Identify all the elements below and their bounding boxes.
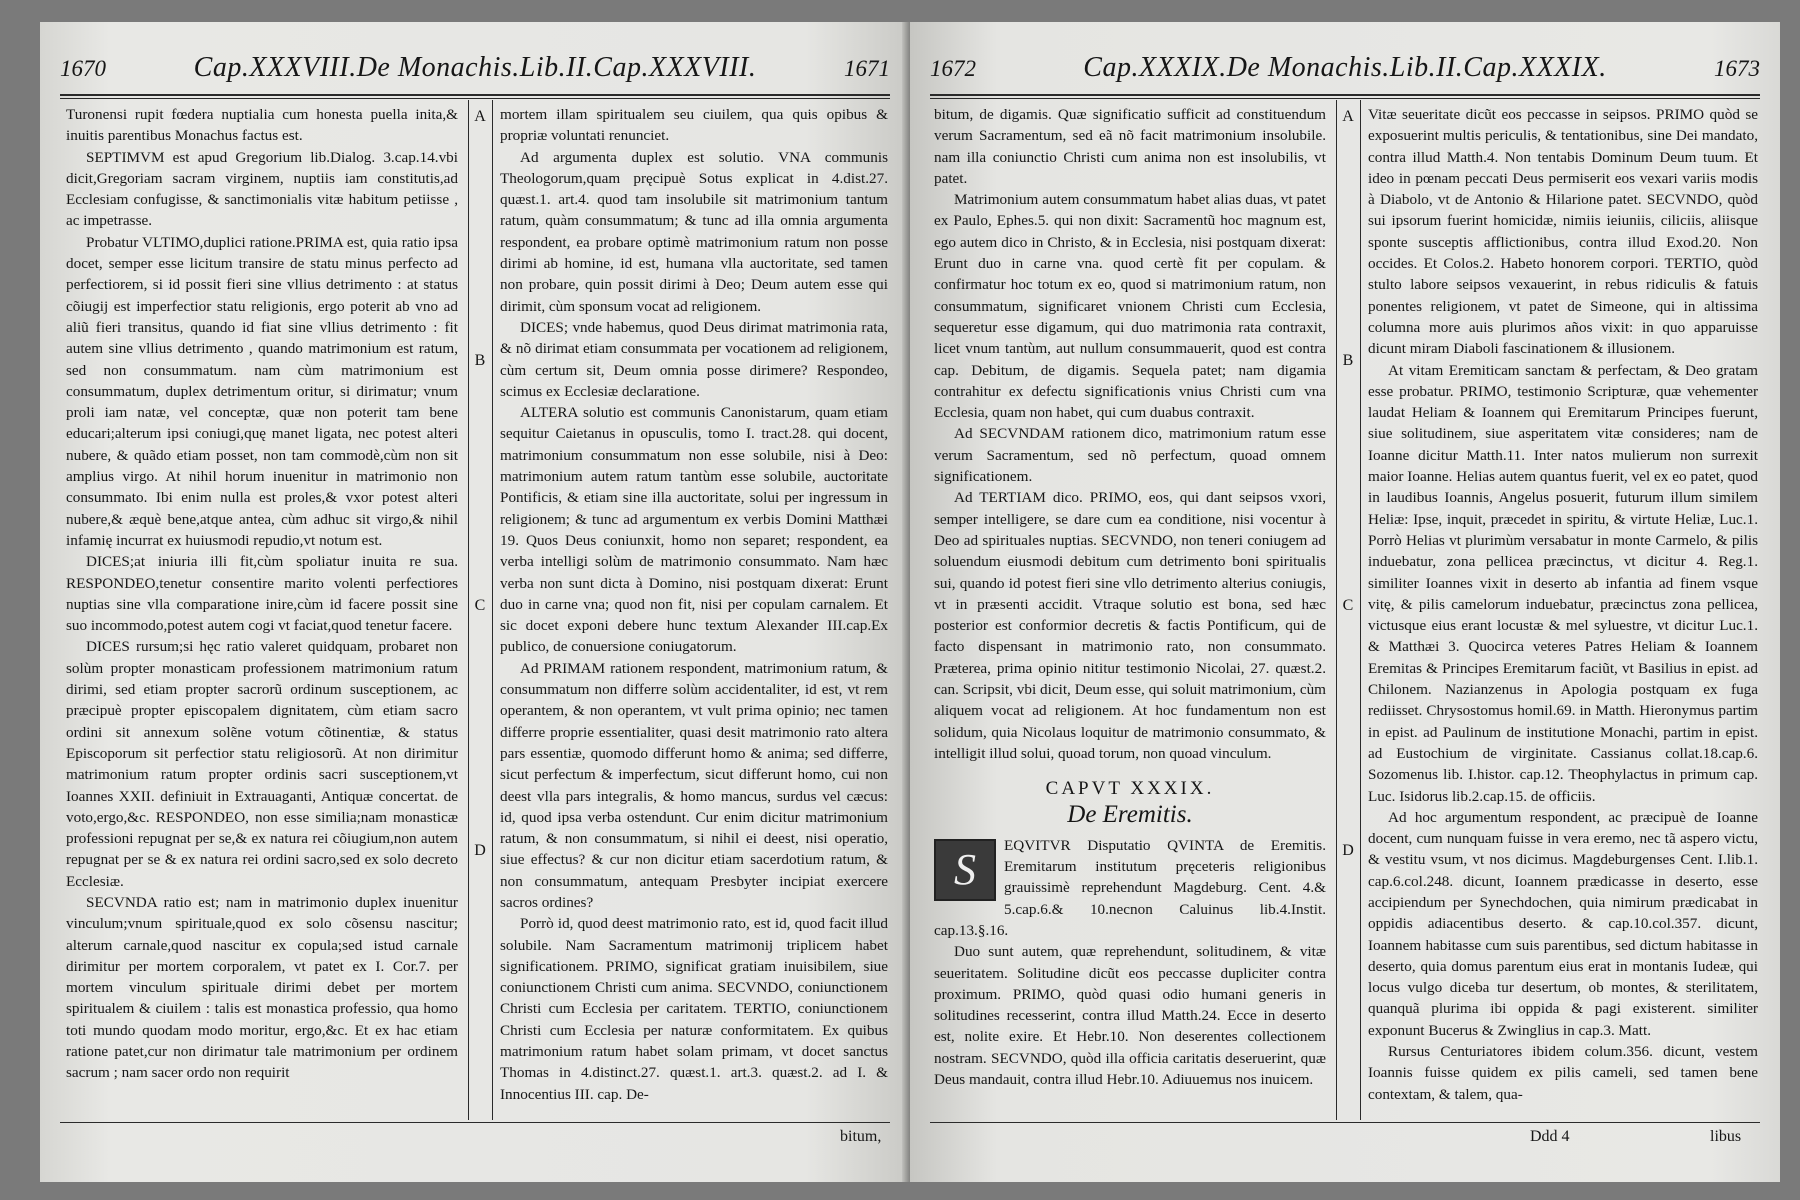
footer-rule [930, 1122, 1760, 1123]
catchword: libus [1710, 1128, 1742, 1145]
paragraph: EQVITVR Disputatio QVINTA de Eremitis. Eremitarum institutum pręceteris religionibus grauissimè reprehendunt Magdeburg. Cent. 4.& 5.cap.6.& 10.necnon Caluinus lib.4.Instit. cap.13.§.16. [934, 836, 1326, 939]
paragraph: At vitam Eremiticam sanctam & perfectam, & Deo gratam esse probatur. PRIMO, testimonio Scripturæ, quæ vehementer laudat Heliam & Ioannem qui Eremitarum Principes fuerunt, siue solitudinem, siue asperitatem vitæ consideres; nam de Ioanne dicitur Matth.11. Inter natos mulierum non surrexit maior Ioanne. Helias autem quantus fuerit, vel ex eo patet, quod in laudibus Ioannis, Angelus posuerit, futurum illum similem Heliæ: Ipse, inquit, præcedet in spiritu, & virtute Heliæ, Luc.1. Porrò Helias vt plurimùm versabatur in monte Carmelo, & pilis induebatur, zona pellicea præcinctus, vt dicitur 4. Reg.1. similiter Ioannes vixit in deserto ab infantia ad finem vsque vitę, & pilis camelorum induebatur, præcinctus zona pellicea, victusque eius erant locustæ & mel syluestre, vt dicitur Luc.1. & Matthæi 3. Quocirca veteres Patres Heliam & Ioannem Eremitas & Principes Eremitarum faciũt, vt Basilius in epist. ad Chilonem. Nazianzenus in Apologia postquam ex fuga rediisset. Chrysostomus homil.69. in Matth. Hieronymus partim in epist. ad Paulinum de institutione Monachi, partim in epist. ad Eustochium de virginitate. Cassianus collat.18.cap.6. Sozomenus lib. I.histor. cap.12. Theophylactus in primum cap. Luc. Isidorus lib.2.cap.15. de officiis. [1368, 361, 1758, 805]
paragraph: Porrò id, quod deest matrimonio rato, est id, quod facit illud solubile. Nam Sacramentum matrimonij triplicem habet significationem. PRIMO, significat gratiam inuisibilem, siue coniunctionem Christi cum anima. SECVNDO, coniunctionem Christi cum Ecclesia per caritatem. TERTIO, coniunctionem Christi cum Ecclesia per naturæ conformitatem. Ex quibus matrimonium ratum habet solam primam, vt docet sanctus Thomas in 4.distinct.27. quæst.1. art.3. quæst.2. ad I. & Innocentius III. cap. De- [500, 915, 888, 1103]
left-running-header [60, 52, 890, 92]
paragraph: Ad hoc argumentum respondent, ac præcipuè de Ioanne docent, cum nunquam fuisse in vera eremo, nec tã aspero victu, & vestitu vsum, vt nos dicimus. Magdeburgenses Cent. I.lib.1. cap.6.col.248. dicunt, Ioannem prædicasse in deserto, esse accipiendum per Synechdochen, quia nimirum prædicabat in oppidis adiacentibus deserto. & cap.10.col.357. dicunt, Ioannem habitasse cum suis parentibus, sed dictum habitasse in deserto, quia domus parentum eius erat in montanis Iudeæ, qui locus vulgo diceba tur desertum, ob montes, & sterilitatem, quanquã plurima ibi oppida & pagi existerent. similiter exponunt Bucerus & Zwinglius in cap.3. Matt. [1368, 808, 1758, 1039]
paragraph: Ad TERTIAM dico. PRIMO, eos, qui dant seipsos vxori, semper intelligere, se dare cum ea conditione, nisi vocentur à Deo ad spirituales nuptias. SECVNDO, non teneri coniugem ad soluendum eiusmodi debitum cum detrimento boni spiritualis sui, quando id potest fieri sine vllo detrimento alterius coniugis, vt in præsenti accidit. Vtraque solutio est bona, sed hæc posterior est conformior decretis & factis Pontificum, qui de facto dispensant in matrimonio rato, non consummato. Præterea, prima opinio nititur testimonio Nicolai, 27. quæst.2. can. Scripsit, vbi dicit, Deum esse, qui soluit matrimonium, cùm aliquem vocat ad religionem. At hoc fundamentum non est solidum, quia Nicolaus loquitur de matrimonio consummato, & intelligit illud solui, quoad torum, non quoad vinculum. [934, 489, 1326, 762]
right-column-2 [1368, 104, 1758, 1114]
header-rule-thin [60, 98, 890, 99]
open-book [40, 22, 1760, 1182]
paragraph: Rursus Centuriatores ibidem colum.356. dicunt, vestem Ioannis fuisse quidem ex pilis cameli, sed tamen bene contextam, & talem, qua- [1368, 1043, 1758, 1103]
footer-rule [60, 1122, 890, 1123]
left-page [40, 22, 910, 1182]
paragraph: Ad PRIMAM rationem respondent, matrimonium ratum, & consummatum non differre solùm accidentaliter, id est, vt rem operantem, & non operantem, vt vult prima opinio; nec tamen differre proprie essentialiter, quasi desit matrimonio rato altera pars essentiæ, quomodo differunt homo & anima; sed differre, sicut perfectum & imperfectum, sicut differunt homo, cui non deest vlla pars integralis, & homo mancus, surdus vel cæcus: id, quod ipsa verba ostendunt. Cur enim dicitur matrimonium ratum, & non consummatum, si nihil ei deest, nisi operatio, siue effectus? & cur non dicitur etiam sacerdotium ratum, & non consummatum, antequam Presbyter incipiat exercere sacros ordines? [500, 659, 888, 911]
page-number-1672: 1672 [930, 56, 976, 81]
signature-mark: Ddd 4 [1530, 1128, 1570, 1145]
paragraph: SECVNDA ratio est; nam in matrimonio duplex inuenitur vinculum;vnum spirituale,quod ex solo cõsensu nascitur; alterum carnale,quod nascitur ex copula;sed istud carnale dirimitur per mortem corporalem, vt patet ex I. Cor.7. per mortem vinculum spirituale dirimi debet per mortem spiritualem & ciuilem : talis est monastica professio, qua homo toti mundo quodam modo moritur, ergo,&c. Et ex hac etiam ratione patet,cur non dirimatur tale matrimonium per ordinem sacrum ; nam sacer ordo non requirit [66, 893, 458, 1082]
paragraph: SEPTIMVM est apud Gregorium lib.Dialog. 3.cap.14.vbi dicit,Gregoriam sacram virginem, nuptiis iam constitutis,ad Ecclesiam confugisse, & sanctimonialis vitæ habitum petiisse , ac impetrasse. [66, 148, 458, 230]
margin-marker-a: A [474, 108, 486, 125]
header-rule [60, 94, 890, 96]
header-rule [930, 94, 1760, 96]
paragraph: mortem illam spiritualem seu ciuilem, qua quis opibus & propriæ voluntati renunciet. [500, 106, 888, 145]
column-divider [1336, 100, 1337, 1120]
paragraph: Turonensi rupit fœdera nuptialia cum honesta puella inita,& inuitis parentibus Monachus factus est. [66, 106, 458, 145]
page-number-1673: 1673 [1714, 56, 1760, 81]
page-number-1670: 1670 [60, 56, 106, 81]
page-number-1671: 1671 [843, 56, 890, 81]
paragraph: bitum, de digamis. Quæ significatio sufficit ad constituendum verum Sacramentum, sed eã nõ facit matrimonium insolubile. nam illa coniunctio Christi cum anima non est insolubilis, vt patet. [934, 106, 1326, 187]
decorated-initial: S [934, 839, 996, 901]
margin-marker-c: C [1342, 597, 1354, 614]
paragraph: DICES rursum;si hęc ratio valeret quidquam, probaret non solùm propter monasticam professionem matrimonium ratum dirimi, sed etiam propter sacrorũ ordinum susceptionem, ac præcipuè propter episcopalem dignitatem, cùm etiam sacro ordini sit annexum solẽne votum cõtinentiæ, & status Episcoporum sit perfectior statu religiosorũ. At non dirimitur matrimonium ratum propter ordinis sacri susceptionem,vt Ioannes XXII. definiuit in Extrauaganti, Antiquæ concertat. de voto,ergo,&c. RESPONDEO, non esse similia;nam monasticæ professioni repugnat per se,& ex natura rei cõiugium,non autem repugnat per se & ex natura rei ordini sacro,sed ex solo decreto Ecclesiæ. [66, 638, 458, 890]
header-rule-thin [930, 98, 1760, 99]
margin-marker-b: B [474, 352, 486, 369]
paragraph: ALTERA solutio est communis Canonistarum, quam etiam sequitur Caietanus in opusculis, tomo I. tract.28. qui docent, matrimonium consummatum non esse solubile, nisi à Deo: matrimonium autem ratum tantùm esse solubile, auctoritate Pontificis, & etiam sine illa auctoritate, solui per ingressum in religionem; & tunc ad argumentum ex verbis Domini Matthæi 19. Quos Deus coniunxit, homo non separet; respondent, ea verba intelligi solùm de matrimonio consummato. Nam hæc verba non sunt dicta à Domino, nisi postquam dixerat: Erunt duo in carne vna; quod non fit, nisi per copulam carnalem. Et sic docet exponi debere hunc textum Alexander III.cap.Ex publico, de conuersione coniugatorum. [500, 404, 888, 656]
chapter-heading: CAPVT XXXIX. [1045, 778, 1215, 800]
running-head-right: Cap.XXXIX.De Monachis.Lib.II.Cap.XXXIX. [1083, 52, 1607, 83]
margin-marker-d: D [1342, 842, 1354, 859]
paragraph: Ad SECVNDAM rationem dico, matrimonium ratum esse verum Sacramentum, sed nõ perfectum, quoad omnem significationem. [934, 425, 1326, 486]
paragraph: Duo sunt autem, quæ reprehendunt, solitudinem, & vitæ seueritatem. Solitudine dicũt eos peccasse dupliciter contra proximum. PRIMO, quòd quasi odio humani generis in solitudines recesserint, contra illud Matth.24. Ecce in deserto est, nolite exire. Et Hebr.10. Non deserentes collectionem nostram. SECVNDO, quòd illa officia caritatis deseruerint, quæ Deus mandauit, contra illud Hebr.10. Adiuuemus nos inuicem. [934, 943, 1326, 1089]
right-column-1 [934, 104, 1326, 1114]
column-divider [468, 100, 469, 1120]
margin-marker-a: A [1342, 108, 1354, 125]
left-column-1 [66, 104, 458, 1114]
left-column-2 [500, 104, 888, 1114]
paragraph: Vitæ seueritate dicũt eos peccasse in seipsos. PRIMO quòd se exposuerint multis periculis, & tentationibus, sine Dei mandato, contra illud Matth.4. Non tentabis Dominum Deum tuum. Et ideo in pœnam peccati Deus permiserit eos vexari variis modis à Diabolo, vt de Antonio & Hilarione patet. SECVNDO, quòd sui ipsorum fuerint homicidæ, nimiis ieiuniis, ciliciis, aliisque sponte susceptis afflictionibus, contra illud Exod.20. Non occides. Et Colos.2. Habeto honorem corpori. TERTIO, quòd stulto labore seipsos vexauerint, in rebus ridiculis & fatuis ponentes religionem, vt patet de Simeone, qui in altissima columna more auis plurimos años vixit: in quo apparuisse dicunt miram Diaboli fascinationem & illusionem. [1368, 106, 1758, 358]
paragraph: Matrimonium autem consummatum habet alias duas, vt patet ex Paulo, Ephes.5. qui non dixit: Sacramentũ hoc magnum est, ego autem dico in Christo, & in Ecclesia, nisi postquam dixerat: Erunt duo in carne vna. quod certè fit per copulam. & confirmatur hoc totum ex eo, quod si matrimonium ratum, non consummatum, significaret vnionem Christi cum Ecclesia, sequeretur esse digamum, qui duo matrimonia rata contraxit, licet vnum tantùm, aut nullum consummauerit, quod est contra cap. Debitum, de digamis. Sequela patet; nam digamia contrahitur ex defectu significationis vnius Christi cum vna Ecclesia, quam non habet, qui cum duabus contraxit. [934, 191, 1326, 422]
paragraph: DICES;at iniuria illi fit,cùm spoliatur inuita re sua. RESPONDEO,tenetur consentire marito volenti perfectiores nuptias sine vlla comparatione inire,cùm id facere possit sine suo incommodo,potest autem cogi vt faciat,quod tenetur facere. [66, 553, 458, 635]
chapter-subtitle: De Eremitis. [1067, 800, 1193, 828]
right-running-header [930, 52, 1760, 92]
running-head-left: Cap.XXXVIII.De Monachis.Lib.II.Cap.XXXVIII. [193, 52, 757, 83]
right-page [910, 22, 1780, 1182]
catchword: bitum, [840, 1128, 882, 1145]
margin-marker-c: C [474, 597, 486, 614]
paragraph: Ad argumenta duplex est solutio. VNA communis Theologorum,quam pręcipuè Sotus explicat in 4.dist.27. quæst.1. art.4. quod tam insolubile sit matrimonium tantum ratum, quàm consummatum; & tunc ad illa omnia argumenta respondent, ea probare optimè matrimonium ratum non posse dirimi ab homine, id est, humana vlla auctoritate, sed tamen non probare, quin possit dirimi à Deo; Deum autem esse qui dirimit, cùm sponsum vocat ad religionem. [500, 148, 888, 315]
margin-marker-d: D [474, 842, 486, 859]
paragraph: Probatur VLTIMO,duplici ratione.PRIMA est, quia ratio ipsa docet, semper esse licitum transire de statu minus perfecto ad perfectiorem, si id possit fieri sine vllius detrimento : at status cõiugij est imperfectior statu religionis, ergo poterit ab vno ad aliũ fieri transitus, quando id fiat sine vllius detrimento : fit autem sine vllius detrimento , quando matrimonium est ratum, sed non consummatum. nam cùm matrimonium est consummatum, duplex detrimentum oritur, si dirimatur; vnum proli iam natæ, vel conceptæ, quæ non poterit tam bene educari;alterum ipsi coniugi,quę manet ligata, nec potest alteri nubere, & quãdo etiam posset, non tam commodè,cùm non sit amplius virgo. At nihil horum inuenitur in matrimonio non consummato. Ibi enim nulla est proles,& vxor potest alteri nubere,& æquè bene,atque antea, cùm adhuc sit virgo,& nihil infamię incurrat ex huiusmodi repudio,vt notum est. [66, 233, 458, 549]
margin-marker-b: B [1342, 352, 1354, 369]
column-divider [1360, 100, 1361, 1120]
column-divider [492, 100, 493, 1120]
paragraph: DICES; vnde habemus, quod Deus dirimat matrimonia rata, & nõ dirimat etiam consummata per vocationem ad religionem, cùm certum sit, Deum omnia posse dirimere? Respondeo, scimus ex Ecclesiæ declaratione. [500, 318, 888, 400]
